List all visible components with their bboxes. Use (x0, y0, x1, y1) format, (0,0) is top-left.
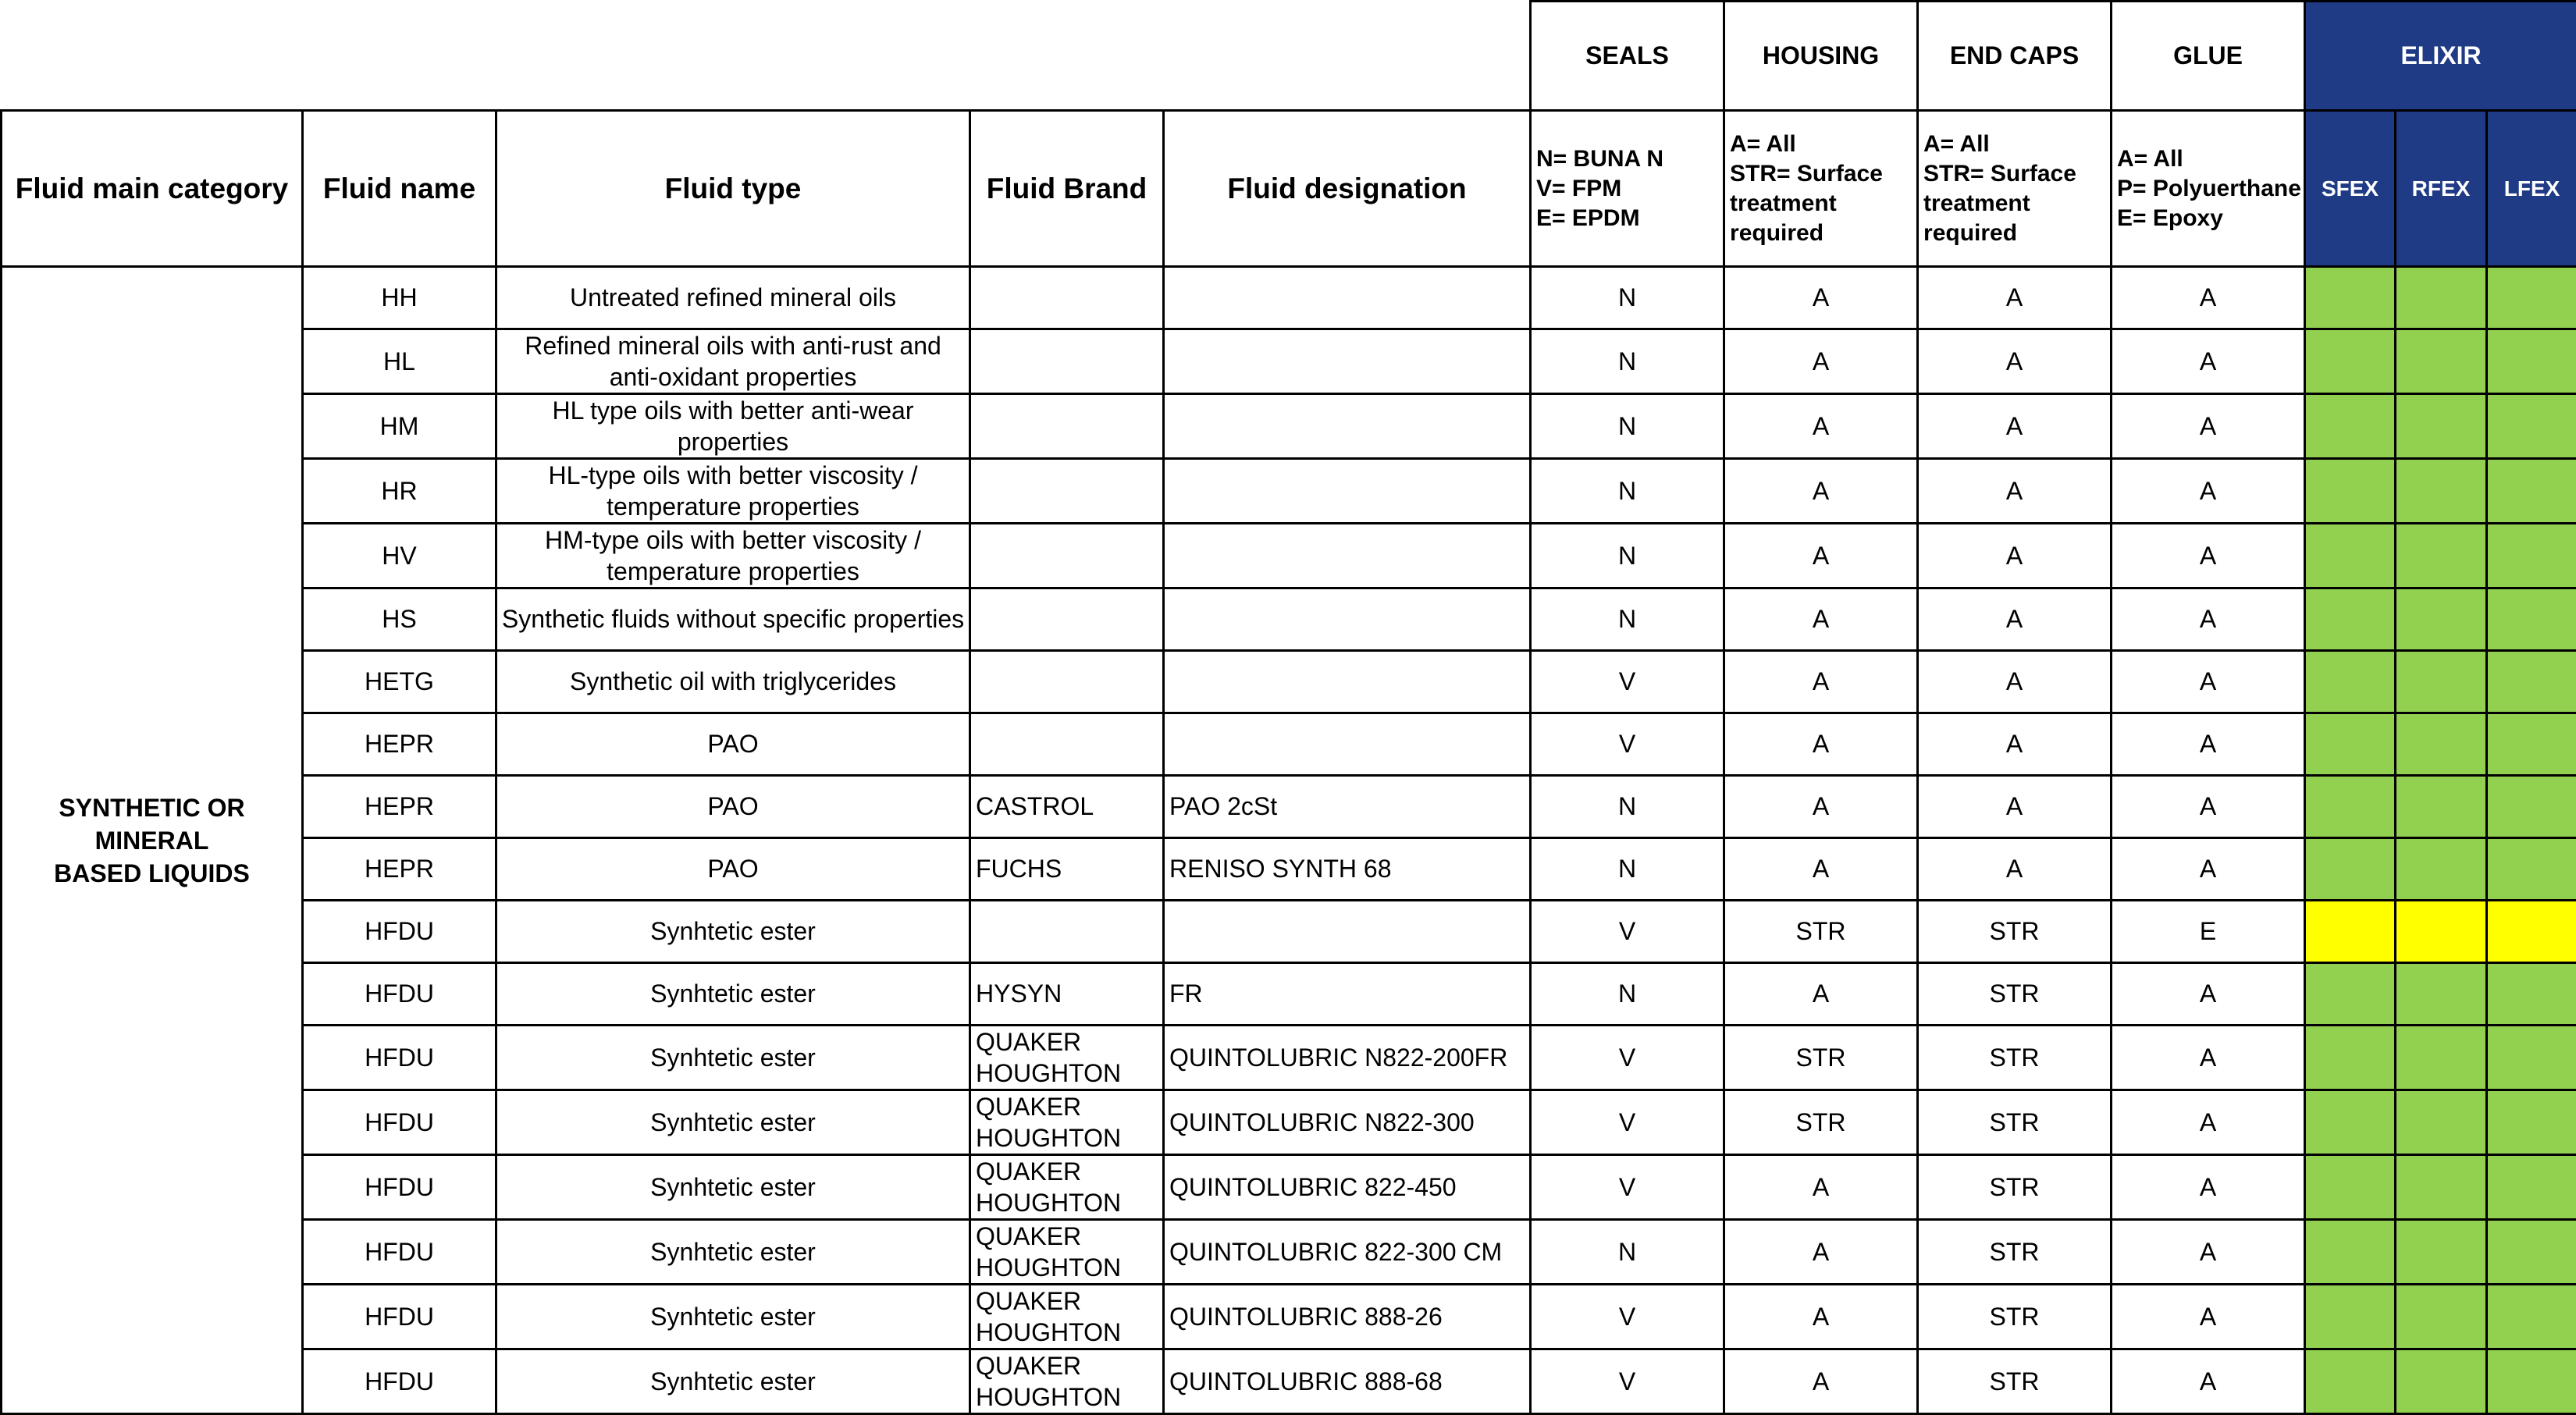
sfex-status-cell (2305, 1090, 2396, 1155)
lfex-status-cell (2487, 329, 2576, 394)
table-row (2, 1155, 2576, 1220)
housing-cell: A (1724, 838, 1918, 901)
table-row (2, 1026, 2576, 1090)
table-row (2, 901, 2576, 963)
fluid-designation-cell (1164, 524, 1531, 588)
sfex-status-cell (2305, 1285, 2396, 1349)
fluid-name-cell: HFDU (303, 901, 496, 963)
table-row (2, 329, 2576, 394)
end-caps-cell: A (1918, 524, 2112, 588)
housing-cell: A (1724, 776, 1918, 838)
category-line: SYNTHETIC OR (2, 791, 301, 824)
end-caps-cell: STR (1918, 1090, 2112, 1155)
fluid-brand-line: QUAKER (976, 1156, 1162, 1187)
rfex-column-header: RFEX (2396, 111, 2487, 267)
fluid-brand-cell (970, 1220, 1164, 1285)
fluid-name-cell: HEPR (303, 838, 496, 901)
fluid-type-cell (496, 901, 970, 963)
fluid-type-cell (496, 776, 970, 838)
seals-cell: V (1531, 1155, 1724, 1220)
table-row (2, 963, 2576, 1026)
table-row (2, 1349, 2576, 1414)
name-column-header: Fluid name (303, 111, 496, 267)
lfex-status-cell (2487, 1220, 2576, 1285)
fluid-name-cell: HS (303, 588, 496, 651)
lfex-status-cell (2487, 588, 2576, 651)
housing-legend (1724, 111, 1918, 267)
fluid-brand-cell (970, 524, 1164, 588)
seals-cell: N (1531, 838, 1724, 901)
fluid-name-cell: HFDU (303, 1285, 496, 1349)
end-caps-cell: STR (1918, 1349, 2112, 1414)
fluid-type-cell (496, 394, 970, 459)
fluid-name-cell: HFDU (303, 1349, 496, 1414)
glue-legend-line: E= Epoxy (2117, 204, 2304, 233)
seals-cell: N (1531, 459, 1724, 524)
glue-cell: A (2112, 267, 2305, 329)
fluid-type-line: temperature properties (497, 556, 969, 587)
lfex-status-cell (2487, 963, 2576, 1026)
fluid-type-line: properties (497, 426, 969, 457)
sfex-status-cell (2305, 524, 2396, 588)
fluid-brand-line: HOUGHTON (976, 1252, 1162, 1283)
end-caps-cell: STR (1918, 1026, 2112, 1090)
table-row (2, 459, 2576, 524)
fluid-type-cell (496, 1090, 970, 1155)
end-caps-cell: A (1918, 329, 2112, 394)
fluid-type-line: PAO (497, 855, 969, 883)
fluid-designation-cell: QUINTOLUBRIC 822-300 CM (1164, 1220, 1531, 1285)
fluid-brand-cell (970, 963, 1164, 1026)
fluid-brand-line: CASTROL (976, 792, 1162, 821)
rfex-status-cell (2396, 329, 2487, 394)
fluid-type-cell (496, 524, 970, 588)
fluid-designation-cell (1164, 651, 1531, 713)
glue-cell: A (2112, 1026, 2305, 1090)
fluid-name-cell: HV (303, 524, 496, 588)
lfex-status-cell (2487, 1090, 2576, 1155)
rfex-status-cell (2396, 459, 2487, 524)
housing-legend-line: required (1730, 219, 1916, 248)
fluid-type-cell (496, 588, 970, 651)
fluid-designation-cell (1164, 901, 1531, 963)
sfex-column-header: SFEX (2305, 111, 2396, 267)
seals-cell: V (1531, 1285, 1724, 1349)
sfex-status-cell (2305, 1220, 2396, 1285)
seals-legend-line: V= FPM (1536, 174, 1723, 204)
fluid-brand-cell (970, 1349, 1164, 1414)
fluid-type-line: Synthetic fluids without specific properties (497, 605, 969, 634)
housing-legend-line: A= All (1730, 130, 1916, 159)
housing-cell: A (1724, 1155, 1918, 1220)
fluid-brand-line: QUAKER (976, 1285, 1162, 1317)
glue-cell: A (2112, 963, 2305, 1026)
rfex-status-cell (2396, 713, 2487, 776)
end-caps-cell: A (1918, 776, 2112, 838)
glue-cell: A (2112, 713, 2305, 776)
lfex-status-cell (2487, 394, 2576, 459)
rfex-status-cell (2396, 588, 2487, 651)
brand-column-header: Fluid Brand (970, 111, 1164, 267)
sfex-status-cell (2305, 329, 2396, 394)
glue-cell: A (2112, 1349, 2305, 1414)
lfex-status-cell (2487, 838, 2576, 901)
glue-cell: A (2112, 651, 2305, 713)
sfex-status-cell (2305, 1026, 2396, 1090)
end-caps-cell: A (1918, 267, 2112, 329)
fluid-type-cell (496, 329, 970, 394)
housing-cell: A (1724, 713, 1918, 776)
fluid-type-line: Refined mineral oils with anti-rust and (497, 330, 969, 361)
glue-cell: A (2112, 1220, 2305, 1285)
end-caps-cell: STR (1918, 1285, 2112, 1349)
housing-cell: STR (1724, 1026, 1918, 1090)
glue-cell: A (2112, 776, 2305, 838)
rfex-status-cell (2396, 1026, 2487, 1090)
fluid-designation-cell: QUINTOLUBRIC 888-68 (1164, 1349, 1531, 1414)
sfex-status-cell (2305, 459, 2396, 524)
lfex-status-cell (2487, 651, 2576, 713)
seals-cell: N (1531, 267, 1724, 329)
rfex-status-cell (2396, 901, 2487, 963)
fluid-type-line: PAO (497, 792, 969, 821)
housing-cell: A (1724, 1220, 1918, 1285)
housing-cell: A (1724, 588, 1918, 651)
fluid-type-cell (496, 1220, 970, 1285)
fluid-type-cell (496, 838, 970, 901)
fluid-brand-cell (970, 1285, 1164, 1349)
seals-cell: N (1531, 588, 1724, 651)
lfex-status-cell (2487, 524, 2576, 588)
lfex-status-cell (2487, 1155, 2576, 1220)
fluid-brand-cell (970, 713, 1164, 776)
category-line: MINERAL (2, 824, 301, 857)
fluid-type-cell (496, 651, 970, 713)
fluid-designation-cell: RENISO SYNTH 68 (1164, 838, 1531, 901)
housing-cell: STR (1724, 1090, 1918, 1155)
fluid-designation-cell (1164, 459, 1531, 524)
fluid-type-line: Synthetic oil with triglycerides (497, 667, 969, 696)
rfex-status-cell (2396, 963, 2487, 1026)
fluid-brand-cell (970, 1155, 1164, 1220)
seals-group-header: SEALS (1531, 2, 1724, 111)
fluid-brand-cell (970, 776, 1164, 838)
sfex-status-cell (2305, 394, 2396, 459)
fluid-designation-cell (1164, 267, 1531, 329)
fluid-name-cell: HH (303, 267, 496, 329)
end-caps-legend (1918, 111, 2112, 267)
housing-cell: A (1724, 267, 1918, 329)
glue-group-header: GLUE (2112, 2, 2305, 111)
fluid-brand-cell (970, 651, 1164, 713)
rfex-status-cell (2396, 1220, 2487, 1285)
end-caps-legend-line: required (1923, 219, 2110, 248)
sfex-status-cell (2305, 838, 2396, 901)
fluid-brand-line: HOUGHTON (976, 1058, 1162, 1089)
fluid-type-line: anti-oxidant properties (497, 361, 969, 393)
fluid-type-line: Synhtetic ester (497, 1108, 969, 1137)
fluid-type-line: HL-type oils with better viscosity / (497, 460, 969, 491)
glue-cell: A (2112, 524, 2305, 588)
housing-cell: A (1724, 963, 1918, 1026)
fluid-brand-line: HOUGHTON (976, 1187, 1162, 1218)
fluid-brand-line: QUAKER (976, 1026, 1162, 1058)
end-caps-legend-line: A= All (1923, 130, 2110, 159)
seals-cell: N (1531, 394, 1724, 459)
seals-cell: V (1531, 1026, 1724, 1090)
table-row (2, 651, 2576, 713)
table-row (2, 1220, 2576, 1285)
fluid-name-cell: HFDU (303, 1026, 496, 1090)
glue-legend (2112, 111, 2305, 267)
rfex-status-cell (2396, 651, 2487, 713)
end-caps-cell: STR (1918, 963, 2112, 1026)
end-caps-cell: A (1918, 713, 2112, 776)
fluid-brand-cell (970, 459, 1164, 524)
seals-cell: V (1531, 651, 1724, 713)
type-column-header: Fluid type (496, 111, 970, 267)
fluid-type-line: Synhtetic ester (497, 1173, 969, 1202)
rfex-status-cell (2396, 524, 2487, 588)
end-caps-cell: A (1918, 394, 2112, 459)
fluid-brand-line: QUAKER (976, 1221, 1162, 1252)
housing-cell: A (1724, 1285, 1918, 1349)
rfex-status-cell (2396, 776, 2487, 838)
lfex-status-cell (2487, 1026, 2576, 1090)
housing-cell: A (1724, 394, 1918, 459)
rfex-status-cell (2396, 838, 2487, 901)
table-row (2, 267, 2576, 329)
fluid-brand-line: HOUGHTON (976, 1381, 1162, 1413)
housing-legend-line: treatment (1730, 189, 1916, 219)
fluid-designation-cell: QUINTOLUBRIC N822-300 (1164, 1090, 1531, 1155)
fluid-brand-line: HYSYN (976, 979, 1162, 1008)
fluid-type-cell (496, 1026, 970, 1090)
table-row (2, 838, 2576, 901)
table-row (2, 1285, 2576, 1349)
lfex-column-header: LFEX (2487, 111, 2576, 267)
table-row (2, 1090, 2576, 1155)
housing-cell: A (1724, 459, 1918, 524)
table-row (2, 588, 2576, 651)
fluid-designation-cell: QUINTOLUBRIC 888-26 (1164, 1285, 1531, 1349)
fluid-designation-cell (1164, 588, 1531, 651)
seals-cell: N (1531, 524, 1724, 588)
glue-legend-line: P= Polyuerthane (2117, 174, 2304, 204)
fluid-designation-cell (1164, 394, 1531, 459)
fluid-type-cell (496, 1285, 970, 1349)
fluid-type-line: HL type oils with better anti-wear (497, 395, 969, 426)
seals-cell: N (1531, 329, 1724, 394)
end-caps-group-header: END CAPS (1918, 2, 2112, 111)
fluid-type-line: Synhtetic ester (497, 1043, 969, 1072)
end-caps-cell: A (1918, 588, 2112, 651)
fluid-name-cell: HEPR (303, 713, 496, 776)
fluid-name-cell: HL (303, 329, 496, 394)
glue-cell: A (2112, 1155, 2305, 1220)
seals-cell: V (1531, 713, 1724, 776)
column-header-row (2, 111, 2576, 267)
housing-cell: A (1724, 651, 1918, 713)
table-row (2, 394, 2576, 459)
glue-cell: E (2112, 901, 2305, 963)
lfex-status-cell (2487, 1285, 2576, 1349)
seals-cell: V (1531, 1349, 1724, 1414)
sfex-status-cell (2305, 1155, 2396, 1220)
fluid-designation-cell (1164, 329, 1531, 394)
seals-cell: N (1531, 963, 1724, 1026)
sfex-status-cell (2305, 651, 2396, 713)
fluid-brand-cell (970, 838, 1164, 901)
table-body (2, 267, 2576, 1414)
category-column-header: Fluid main category (2, 111, 303, 267)
housing-cell: A (1724, 1349, 1918, 1414)
seals-cell: V (1531, 901, 1724, 963)
fluid-brand-cell (970, 267, 1164, 329)
fluid-type-cell (496, 267, 970, 329)
fluid-brand-cell (970, 901, 1164, 963)
glue-cell: A (2112, 459, 2305, 524)
fluid-type-line: Synhtetic ester (497, 1367, 969, 1396)
glue-cell: A (2112, 838, 2305, 901)
sfex-status-cell (2305, 963, 2396, 1026)
glue-cell: A (2112, 329, 2305, 394)
housing-cell: A (1724, 329, 1918, 394)
fluid-brand-cell (970, 329, 1164, 394)
glue-cell: A (2112, 1285, 2305, 1349)
fluid-type-cell (496, 459, 970, 524)
rfex-status-cell (2396, 1090, 2487, 1155)
sfex-status-cell (2305, 588, 2396, 651)
lfex-status-cell (2487, 267, 2576, 329)
seals-legend-line: E= EPDM (1536, 204, 1723, 233)
end-caps-cell: STR (1918, 1220, 2112, 1285)
housing-cell: A (1724, 524, 1918, 588)
lfex-status-cell (2487, 776, 2576, 838)
category-line: BASED LIQUIDS (2, 857, 301, 890)
rfex-status-cell (2396, 267, 2487, 329)
group-header-row (2, 2, 2576, 111)
lfex-status-cell (2487, 459, 2576, 524)
sfex-status-cell (2305, 901, 2396, 963)
fluid-type-line: Synhtetic ester (497, 979, 969, 1008)
fluid-type-cell (496, 1349, 970, 1414)
fluid-type-line: Synhtetic ester (497, 1303, 969, 1331)
seals-cell: N (1531, 776, 1724, 838)
fluid-brand-line: HOUGHTON (976, 1122, 1162, 1154)
fluid-name-cell: HFDU (303, 1155, 496, 1220)
fluid-brand-cell (970, 1090, 1164, 1155)
fluid-designation-cell: QUINTOLUBRIC N822-200FR (1164, 1026, 1531, 1090)
fluid-designation-cell: FR (1164, 963, 1531, 1026)
fluid-type-line: PAO (497, 730, 969, 759)
table-row (2, 776, 2576, 838)
rfex-status-cell (2396, 1155, 2487, 1220)
seals-cell: V (1531, 1090, 1724, 1155)
fluid-name-cell: HR (303, 459, 496, 524)
glue-cell: A (2112, 1090, 2305, 1155)
fluid-brand-cell (970, 588, 1164, 651)
fluid-designation-cell: QUINTOLUBRIC 822-450 (1164, 1155, 1531, 1220)
fluid-type-cell (496, 1155, 970, 1220)
end-caps-legend-line: STR= Surface (1923, 159, 2110, 189)
fluid-type-cell (496, 713, 970, 776)
fluid-type-line: Untreated refined mineral oils (497, 283, 969, 312)
elixir-group-header: ELIXIR (2305, 2, 2576, 111)
designation-column-header: Fluid designation (1164, 111, 1531, 267)
fluid-type-line: Synhtetic ester (497, 1238, 969, 1267)
end-caps-cell: A (1918, 651, 2112, 713)
rfex-status-cell (2396, 394, 2487, 459)
table-row (2, 524, 2576, 588)
sfex-status-cell (2305, 1349, 2396, 1414)
lfex-status-cell (2487, 1349, 2576, 1414)
fluid-type-line: temperature properties (497, 491, 969, 522)
fluid-brand-line: QUAKER (976, 1091, 1162, 1122)
fluid-brand-line: QUAKER (976, 1350, 1162, 1381)
glue-cell: A (2112, 394, 2305, 459)
fluid-name-cell: HFDU (303, 1090, 496, 1155)
glue-cell: A (2112, 588, 2305, 651)
lfex-status-cell (2487, 901, 2576, 963)
seals-legend (1531, 111, 1724, 267)
fluid-designation-cell (1164, 713, 1531, 776)
fluid-name-cell: HFDU (303, 963, 496, 1026)
fluid-main-category-cell (2, 267, 303, 1414)
seals-legend-line: N= BUNA N (1536, 144, 1723, 174)
glue-legend-line: A= All (2117, 144, 2304, 174)
lfex-status-cell (2487, 713, 2576, 776)
rfex-status-cell (2396, 1349, 2487, 1414)
fluid-designation-cell: PAO 2cSt (1164, 776, 1531, 838)
fluid-type-line: Synhtetic ester (497, 917, 969, 946)
end-caps-cell: STR (1918, 1155, 2112, 1220)
end-caps-cell: A (1918, 838, 2112, 901)
housing-group-header: HOUSING (1724, 2, 1918, 111)
fluid-name-cell: HM (303, 394, 496, 459)
fluid-name-cell: HEPR (303, 776, 496, 838)
fluid-brand-line: HOUGHTON (976, 1317, 1162, 1348)
housing-cell: STR (1724, 901, 1918, 963)
end-caps-cell: STR (1918, 901, 2112, 963)
table-row (2, 713, 2576, 776)
end-caps-legend-line: treatment (1923, 189, 2110, 219)
end-caps-cell: A (1918, 459, 2112, 524)
housing-legend-line: STR= Surface (1730, 159, 1916, 189)
fluid-brand-cell (970, 1026, 1164, 1090)
sfex-status-cell (2305, 267, 2396, 329)
fluid-brand-cell (970, 394, 1164, 459)
seals-cell: N (1531, 1220, 1724, 1285)
sfex-status-cell (2305, 713, 2396, 776)
rfex-status-cell (2396, 1285, 2487, 1349)
blank-header-area (2, 2, 1531, 111)
fluid-name-cell: HFDU (303, 1220, 496, 1285)
fluid-type-cell (496, 963, 970, 1026)
fluid-type-line: HM-type oils with better viscosity / (497, 524, 969, 556)
fluid-name-cell: HETG (303, 651, 496, 713)
sfex-status-cell (2305, 776, 2396, 838)
fluid-brand-line: FUCHS (976, 855, 1162, 883)
